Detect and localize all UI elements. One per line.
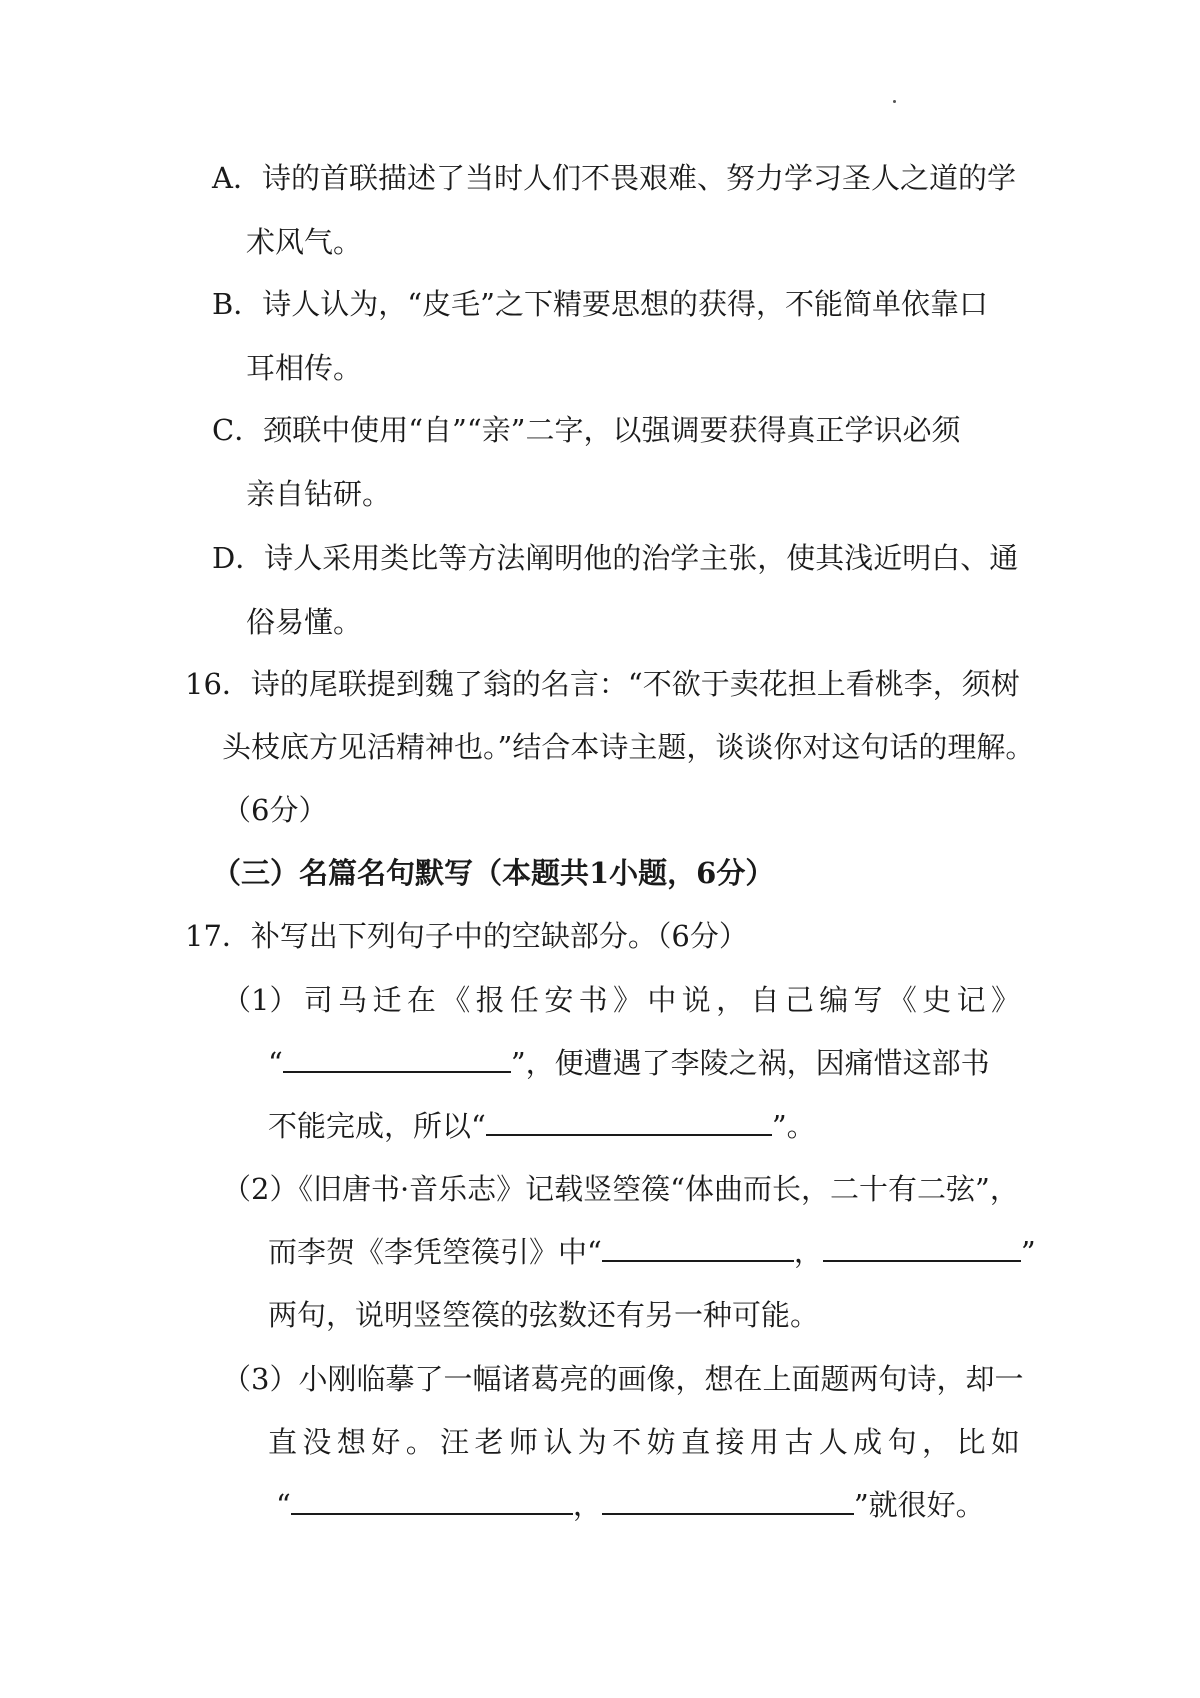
q17-p1-word: 己: [784, 983, 814, 1017]
q17-p1-word: 写: [853, 983, 883, 1017]
q17-p1-word: 报: [475, 983, 505, 1017]
q16-score: （6分）: [222, 793, 328, 827]
q17-p3-word: 直: [681, 1425, 711, 1459]
answer-blank-5[interactable]: [291, 1487, 573, 1515]
q17-p1-word: （1）: [222, 983, 299, 1017]
q17-p3-word: 直: [268, 1425, 298, 1459]
q17-p1-word: 《: [441, 983, 471, 1017]
q17-p1-word: 迁: [372, 983, 402, 1017]
q17-p1-word: 史: [922, 983, 952, 1017]
q17-p3-word: ，: [922, 1425, 952, 1459]
q17-p1-word: 《: [887, 983, 917, 1017]
q17-p1-line2: “ ”，便遭遇了李陵之祸，因痛惜这部书: [268, 1046, 990, 1080]
q17-p3-word: 老: [474, 1425, 504, 1459]
stray-dot: [893, 100, 896, 103]
q17-p2-line3: 两句，说明竖箜篌的弦数还有另一种可能。: [268, 1298, 820, 1332]
option-c-line2: 亲自钻研。: [246, 477, 392, 511]
q17-p3-line1: （3）小刚临摹了一幅诸葛亮的画像，想在上面题两句诗，却一: [222, 1362, 1024, 1396]
q17-p3-word: 成: [853, 1425, 883, 1459]
option-b-line1: B．诗人认为，“皮毛”之下精要思想的获得，不能简单依靠口: [212, 287, 988, 321]
section-heading: （三）名篇名句默写（本题共1小题，6分）: [212, 856, 775, 890]
option-d-line1: D．诗人采用类比等方法阐明他的治学主张，使其浅近明白、通: [212, 541, 1019, 575]
q17-p3-word: 句: [887, 1425, 917, 1459]
q17-p1-word: 记: [956, 983, 986, 1017]
q17-p3-line2: [268, 1422, 1020, 1462]
q16-line2: 头枝底方见活精神也。”结合本诗主题，谈谈你对这句话的理解。: [222, 730, 1035, 764]
q17-p2-line1: （2）《旧唐书·音乐志》记载竖箜篌“体曲而长，二十有二弦”，: [222, 1172, 1019, 1206]
q17-p1-word: 任: [509, 983, 539, 1017]
q17-p3-line3: “ ， ”就很好。: [276, 1488, 985, 1522]
q17-p1-word: 自: [750, 983, 780, 1017]
q17-p3-word: 好: [371, 1425, 401, 1459]
answer-blank-4[interactable]: [823, 1234, 1021, 1262]
option-c-line1: C．颈联中使用“自”“亲”二字，以强调要获得真正学识必须: [212, 413, 961, 447]
q17-p3-word: 如: [990, 1425, 1020, 1459]
answer-blank-3[interactable]: [602, 1234, 794, 1262]
q17-p1-word: 中: [647, 983, 677, 1017]
q17-p3-word: 用: [749, 1425, 779, 1459]
q17-p1-line1: [222, 980, 1020, 1020]
q17-p1-line3: 不能完成，所以“ ”。: [268, 1109, 816, 1143]
q17-p3-word: 古: [784, 1425, 814, 1459]
q17-p1-word: 安: [544, 983, 574, 1017]
q17-p1-word: 书: [578, 983, 608, 1017]
answer-blank-6[interactable]: [602, 1487, 854, 1515]
q17-p1-word: ，: [716, 983, 746, 1017]
q17-p3-word: 没: [302, 1425, 332, 1459]
q17-p2-line2: 而李贺《李凭箜篌引》中“ ， ”: [268, 1235, 1036, 1269]
q17-p3-word: 不: [612, 1425, 642, 1459]
answer-blank-1[interactable]: [283, 1045, 511, 1073]
q17-p3-word: 想: [336, 1425, 366, 1459]
q17-p1-word: 》: [990, 983, 1020, 1017]
q17-p3-word: 接: [715, 1425, 745, 1459]
q17-p3-word: 人: [818, 1425, 848, 1459]
q17-p1-word: 马: [338, 983, 368, 1017]
option-a-line1: A．诗的首联描述了当时人们不畏艰难、努力学习圣人之道的学: [212, 161, 1016, 195]
option-b-line2: 耳相传。: [246, 351, 363, 385]
answer-blank-2[interactable]: [486, 1108, 772, 1136]
q17-p1-word: 司: [303, 983, 333, 1017]
option-d-line2: 俗易懂。: [246, 605, 363, 639]
q17-p3-word: 妨: [646, 1425, 676, 1459]
option-a-line2: 术风气。: [246, 225, 363, 259]
q17-p3-word: 。: [405, 1425, 435, 1459]
q17-p1-word: 》: [613, 983, 643, 1017]
q17-p1-word: 说: [681, 983, 711, 1017]
q17-intro: 17．补写出下列句子中的空缺部分。（6分）: [185, 919, 748, 953]
q17-p3-word: 师: [508, 1425, 538, 1459]
q16-line1: 16．诗的尾联提到魏了翁的名言：“不欲于卖花担上看桃李，须树: [185, 667, 1020, 701]
q17-p1-word: 在: [406, 983, 436, 1017]
q17-p3-word: 认: [543, 1425, 573, 1459]
q17-p3-word: 为: [577, 1425, 607, 1459]
q17-p3-word: 汪: [440, 1425, 470, 1459]
q17-p1-word: 编: [819, 983, 849, 1017]
q17-p3-word: 比: [956, 1425, 986, 1459]
